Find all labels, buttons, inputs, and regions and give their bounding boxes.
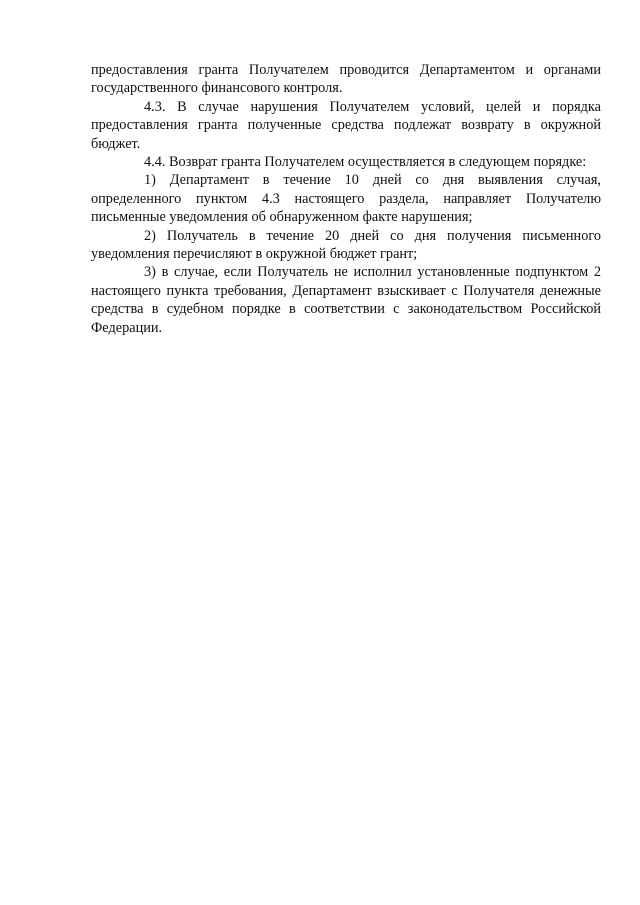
paragraph-clause-4-4: 4.4. Возврат гранта Получателем осуществляется в следующем порядке:: [144, 154, 587, 171]
paragraph-item-3: 3) в случае, если Получатель не исполнил установленные подпунктом 2 настоящего пункта требования, Департамент взыскивает с Получателя денежные средства в судебном порядке в соответствии с законодательством Российской Федерации.: [91, 264, 601, 336]
paragraph-item-2: 2) Получатель в течение 20 дней со дня получения письменного уведомления перечисляют в окружной бюджет грант;: [91, 227, 601, 263]
paragraph-clause-4-3: 4.3. В случае нарушения Получателем условий, целей и порядка предоставления гранта полученные средства подлежат возврату в окружной бюджет.: [91, 98, 601, 152]
paragraph-item-1: 1) Департамент в течение 10 дней со дня выявления случая, определенного пунктом 4.3 настоящего раздела, направляет Получателю письменные уведомления об обнаруженном факте нарушения;: [91, 172, 601, 226]
document-body: [91, 61, 601, 337]
paragraph-continuation: предоставления гранта Получателем проводится Департаментом и органами государственного финансового контроля.: [91, 62, 601, 97]
